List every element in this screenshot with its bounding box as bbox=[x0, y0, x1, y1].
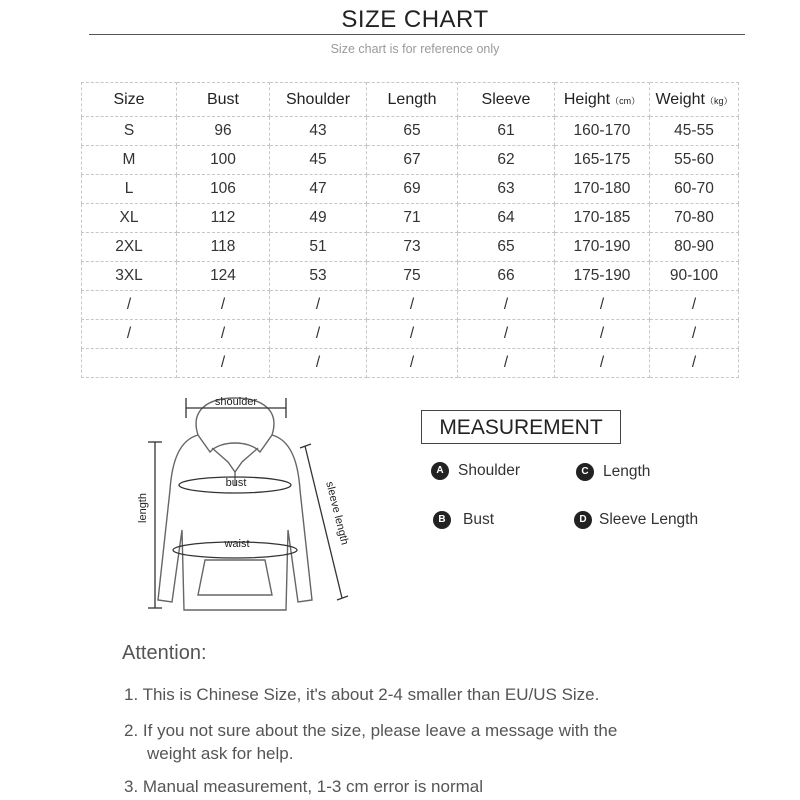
header-shoulder: Shoulder bbox=[270, 83, 367, 117]
table-cell: 71 bbox=[367, 204, 458, 233]
table-cell: 80-90 bbox=[650, 233, 739, 262]
table-cell: 170-190 bbox=[555, 233, 650, 262]
table-cell: 49 bbox=[270, 204, 367, 233]
title-divider bbox=[89, 34, 745, 35]
table-row bbox=[82, 117, 739, 146]
body-outline bbox=[158, 435, 312, 610]
attention-note-1: 1. This is Chinese Size, it's about 2-4 smaller than EU/US Size. bbox=[124, 685, 600, 704]
table-row bbox=[82, 175, 739, 204]
table-cell: / bbox=[650, 291, 739, 320]
table-cell: / bbox=[82, 320, 177, 349]
table-cell: 65 bbox=[458, 233, 555, 262]
table-cell: XL bbox=[82, 204, 177, 233]
table-cell: 2XL bbox=[82, 233, 177, 262]
table-cell: / bbox=[458, 291, 555, 320]
table-cell: 96 bbox=[177, 117, 270, 146]
table-cell: 170-185 bbox=[555, 204, 650, 233]
header-size: Size bbox=[82, 83, 177, 117]
table-row bbox=[82, 320, 739, 349]
sleeve-length-label: sleeve length bbox=[323, 480, 351, 547]
table-row bbox=[82, 291, 739, 320]
table-cell: / bbox=[458, 320, 555, 349]
badge-a-icon: A bbox=[431, 462, 449, 480]
table-cell: / bbox=[555, 349, 650, 378]
header-height: Height（cm） bbox=[555, 83, 650, 117]
table-row bbox=[82, 349, 739, 378]
attention-note-3: 3. Manual measurement, 1-3 cm error is normal bbox=[124, 777, 484, 796]
measurement-title-box: MEASUREMENT bbox=[421, 410, 621, 444]
table-cell: 73 bbox=[367, 233, 458, 262]
table-cell: / bbox=[555, 291, 650, 320]
waist-label: waist bbox=[224, 538, 250, 550]
measurement-item-label: Shoulder bbox=[458, 462, 521, 480]
table-cell: 3XL bbox=[82, 262, 177, 291]
table-cell bbox=[82, 349, 177, 378]
table-cell: L bbox=[82, 175, 177, 204]
size-chart-title: SIZE CHART bbox=[341, 6, 489, 33]
table-cell: S bbox=[82, 117, 177, 146]
table-cell: 61 bbox=[458, 117, 555, 146]
table-row bbox=[82, 262, 739, 291]
table-cell: 60-70 bbox=[650, 175, 739, 204]
table-cell: 53 bbox=[270, 262, 367, 291]
table-cell: 62 bbox=[458, 146, 555, 175]
table-cell: / bbox=[177, 291, 270, 320]
table-cell: / bbox=[270, 320, 367, 349]
table-cell: 100 bbox=[177, 146, 270, 175]
table-cell: / bbox=[270, 349, 367, 378]
attention-note-2-continued: weight ask for help. bbox=[147, 744, 294, 763]
table-cell: 165-175 bbox=[555, 146, 650, 175]
measurement-item-label: Length bbox=[603, 463, 651, 481]
measurement-item-label: Sleeve Length bbox=[599, 511, 699, 529]
measurement-item-sleeve-length bbox=[574, 511, 698, 529]
table-cell: 90-100 bbox=[650, 262, 739, 291]
attention-title: Attention: bbox=[122, 642, 207, 664]
table-cell: / bbox=[458, 349, 555, 378]
table-cell: 67 bbox=[367, 146, 458, 175]
table-cell: 175-190 bbox=[555, 262, 650, 291]
table-cell: 75 bbox=[367, 262, 458, 291]
table-cell: 70-80 bbox=[650, 204, 739, 233]
hoodie-diagram bbox=[120, 390, 360, 620]
table-row bbox=[82, 204, 739, 233]
table-cell: 63 bbox=[458, 175, 555, 204]
measurement-item-label: Bust bbox=[463, 511, 495, 529]
table-cell: / bbox=[650, 349, 739, 378]
table-cell: 43 bbox=[270, 117, 367, 146]
badge-c-icon: C bbox=[576, 463, 594, 481]
header-weight: Weight（kg） bbox=[650, 83, 739, 117]
table-cell: 124 bbox=[177, 262, 270, 291]
table-header-row bbox=[82, 83, 739, 117]
table-cell: 112 bbox=[177, 204, 270, 233]
table-cell: / bbox=[555, 320, 650, 349]
table-cell: / bbox=[367, 349, 458, 378]
weight-unit: （kg） bbox=[705, 95, 733, 106]
size-chart-subtitle: Size chart is for reference only bbox=[330, 42, 500, 56]
table-cell: 160-170 bbox=[555, 117, 650, 146]
attention-note-2: 2. If you not sure about the size, please leave a message with the bbox=[124, 721, 618, 740]
table-row bbox=[82, 233, 739, 262]
table-cell: 47 bbox=[270, 175, 367, 204]
table-cell: 66 bbox=[458, 262, 555, 291]
measurement-item-length bbox=[576, 463, 650, 481]
header-length: Length bbox=[367, 83, 458, 117]
table-cell: / bbox=[82, 291, 177, 320]
table-cell: / bbox=[177, 320, 270, 349]
pocket-outline bbox=[198, 560, 272, 595]
table-cell: / bbox=[367, 320, 458, 349]
measurement-item-bust bbox=[433, 511, 494, 529]
badge-d-icon: D bbox=[574, 511, 592, 529]
table-cell: 45 bbox=[270, 146, 367, 175]
badge-b-icon: B bbox=[433, 511, 451, 529]
table-cell: 51 bbox=[270, 233, 367, 262]
shoulder-label: shoulder bbox=[214, 396, 258, 408]
table-cell: / bbox=[270, 291, 367, 320]
table-cell: / bbox=[650, 320, 739, 349]
table-cell: 65 bbox=[367, 117, 458, 146]
table-cell: 106 bbox=[177, 175, 270, 204]
length-label: length bbox=[137, 493, 149, 523]
table-cell: 170-180 bbox=[555, 175, 650, 204]
table-cell: 55-60 bbox=[650, 146, 739, 175]
bust-label: bust bbox=[225, 477, 247, 489]
size-table bbox=[81, 82, 739, 378]
height-unit: （cm） bbox=[610, 95, 641, 106]
table-row bbox=[82, 146, 739, 175]
table-cell: / bbox=[367, 291, 458, 320]
table-cell: M bbox=[82, 146, 177, 175]
hood-inner bbox=[212, 448, 258, 472]
table-cell: 69 bbox=[367, 175, 458, 204]
header-sleeve: Sleeve bbox=[458, 83, 555, 117]
table-cell: / bbox=[177, 349, 270, 378]
header-bust: Bust bbox=[177, 83, 270, 117]
table-cell: 118 bbox=[177, 233, 270, 262]
measurement-item-shoulder bbox=[431, 462, 520, 480]
table-cell: 45-55 bbox=[650, 117, 739, 146]
table-cell: 64 bbox=[458, 204, 555, 233]
